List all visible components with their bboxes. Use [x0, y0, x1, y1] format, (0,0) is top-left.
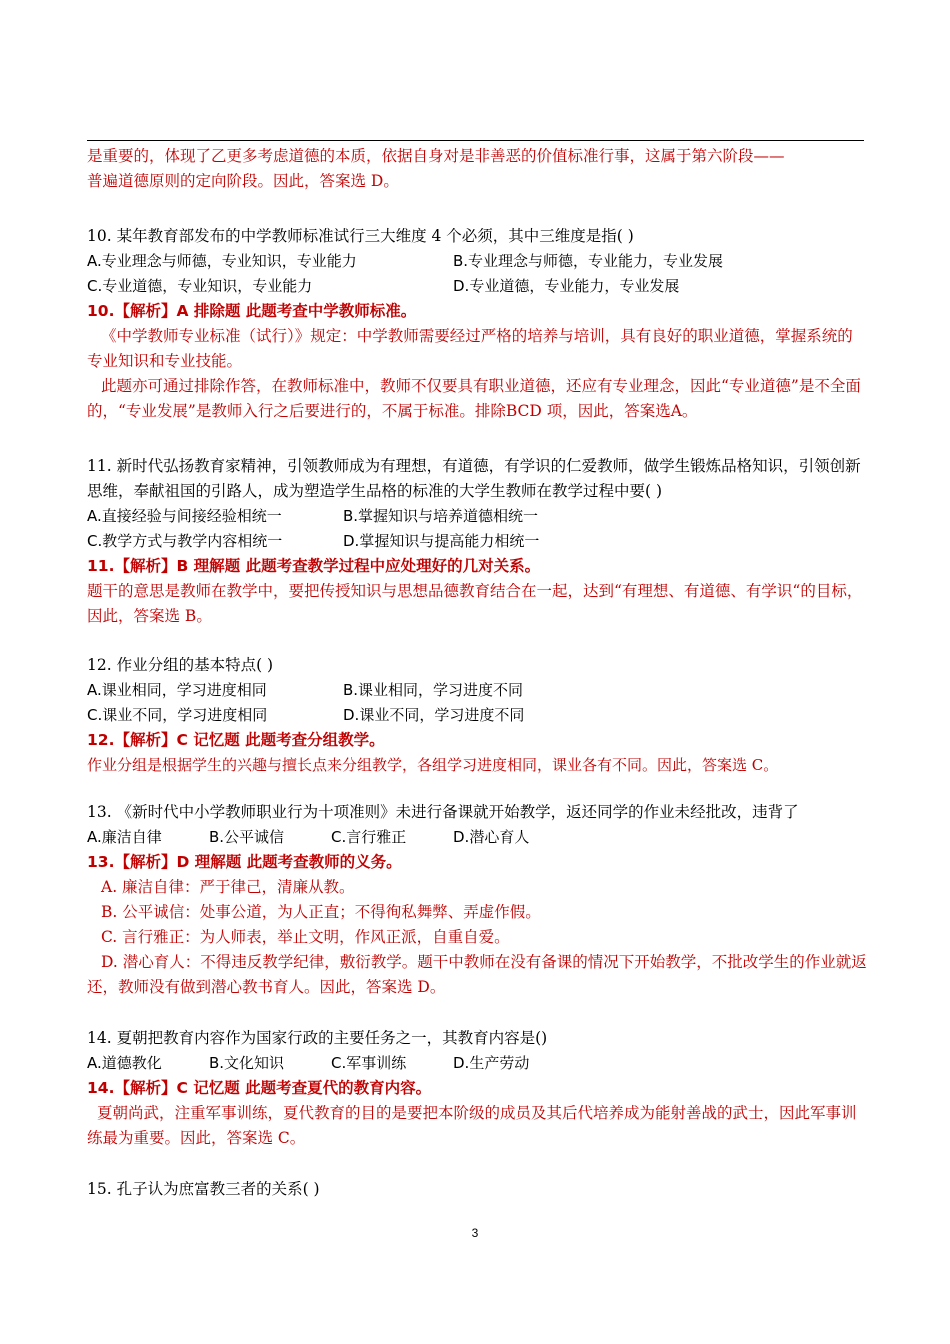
option-d: D.掌握知识与提高能力相统一	[343, 532, 540, 550]
question-11-options-row-1	[87, 504, 867, 529]
question-12-options-row-2	[87, 703, 867, 728]
answer-11-heading: 11.【解析】B 理解题 此题考查教学过程中应处理好的几对关系。	[87, 557, 541, 575]
option-d: D.生产劳动	[453, 1054, 530, 1072]
answer-13-line-a: A. 廉洁自律：严于律己，清廉从教。	[101, 878, 355, 896]
option-a: A.课业相同，学习进度相同	[87, 681, 267, 699]
answer-12-heading: 12.【解析】C 记忆题 此题考查分组教学。	[87, 731, 385, 749]
answer-10-heading: 10.【解析】A 排除题 此题考查中学教师标准。	[87, 302, 417, 320]
answer-13-heading: 13.【解析】D 理解题 此题考查教师的义务。	[87, 853, 402, 871]
answer-11-paragraph-1: 题干的意思是教师在教学中，要把传授知识与思想品德教育结合在一起，达到“有理想、有道德、有学识“的目标，因此，答案选 B。	[87, 582, 863, 625]
option-a: A.直接经验与间接经验相统一	[87, 507, 282, 525]
answer-10-paragraph-1: 《中学教师专业标准（试行）》规定：中学教师需要经过严格的培养与培训，具有良好的职业道德，掌握系统的专业知识和专业技能。	[87, 327, 853, 370]
question-13-options	[87, 825, 867, 850]
answer-10-paragraph-2: 此题亦可通过排除作答，在教师标准中，教师不仅要具有职业道德，还应有专业理念，因此“专业道德”是不全面的，“专业发展”是教师入行之后要进行的，不属于标准。排除BCD 项，因此，答案选A。	[87, 377, 861, 420]
intro-line-2: 普遍道德原则的定向阶段。因此，答案选 D。	[87, 172, 399, 190]
question-11-stem: 11. 新时代弘扬教育家精神，引领教师成为有理想，有道德，有学识的仁爱教师，做学生锻炼品格知识，引领创新思维，奉献祖国的引路人，成为塑造学生品格的标准的大学生教师在教学过程中要( )	[87, 457, 861, 500]
option-b: B.掌握知识与培养道德相统一	[343, 507, 539, 525]
header-rule	[87, 140, 864, 141]
option-b: B.课业相同，学习进度不同	[343, 681, 524, 699]
answer-14-heading: 14.【解析】C 记忆题 此题考查夏代的教育内容。	[87, 1079, 432, 1097]
option-c: C.教学方式与教学内容相统一	[87, 532, 283, 550]
option-c: C.课业不同，学习进度相同	[87, 706, 268, 724]
question-10-stem: 10. 某年教育部发布的中学教师标准试行三大维度 4 个必须，其中三维度是指( )	[87, 227, 634, 245]
question-12-options-row-1	[87, 678, 867, 703]
question-14-stem: 14. 夏朝把教育内容作为国家行政的主要任务之一，其教育内容是()	[87, 1029, 548, 1047]
option-d: D.专业道德，专业能力，专业发展	[453, 277, 680, 295]
option-a: A.道德教化	[87, 1054, 162, 1072]
question-13-stem: 13. 《新时代中小学教师职业行为十项准则》未进行备课就开始教学，返还同学的作业未经批改，违背了	[87, 803, 799, 821]
option-b: B.公平诚信	[209, 828, 285, 846]
question-15-stem: 15. 孔子认为庶富教三者的关系( )	[87, 1180, 320, 1198]
option-b: B.专业理念与师德，专业能力，专业发展	[453, 252, 724, 270]
question-11-options-row-2	[87, 529, 867, 554]
question-12-stem: 12. 作业分组的基本特点( )	[87, 656, 274, 674]
intro-line-1: 是重要的，体现了乙更多考虑道德的本质，依据自身对是非善恶的价值标准行事，这属于第六阶段——	[87, 147, 785, 165]
option-d: D.课业不同，学习进度不同	[343, 706, 525, 724]
option-c: C.军事训练	[331, 1054, 407, 1072]
answer-13-paragraph-d: D. 潜心育人：不得违反教学纪律，敷衍教学。题干中教师在没有备课的情况下开始教学，不批改学生的作业就返还，教师没有做到潜心教书育人。因此，答案选 D。	[87, 953, 867, 996]
option-b: B.文化知识	[209, 1054, 285, 1072]
question-10-options-row-2	[87, 274, 867, 299]
document-page	[87, 144, 867, 1202]
answer-13-line-b: B. 公平诚信：处事公道，为人正直；不得徇私舞弊、弄虚作假。	[101, 903, 541, 921]
question-10-options-row-1	[87, 249, 867, 274]
option-d: D.潜心育人	[453, 828, 530, 846]
option-c: C.言行雅正	[331, 828, 407, 846]
page-number: 3	[471, 1226, 479, 1240]
option-a: A.廉洁自律	[87, 828, 162, 846]
answer-12-paragraph-1: 作业分组是根据学生的兴趣与擅长点来分组教学，各组学习进度相同，课业各有不同。因此，答案选 C。	[87, 756, 779, 774]
option-a: A.专业理念与师德，专业知识，专业能力	[87, 252, 357, 270]
answer-14-paragraph-1: 夏朝尚武，注重军事训练，夏代教育的目的是要把本阶级的成员及其后代培养成为能射善战的武士，因此军事训练最为重要。因此，答案选 C。	[87, 1104, 857, 1147]
question-14-options	[87, 1051, 867, 1076]
answer-13-line-c: C. 言行雅正：为人师表，举止文明，作风正派，自重自爱。	[101, 928, 510, 946]
option-c: C.专业道德，专业知识，专业能力	[87, 277, 313, 295]
